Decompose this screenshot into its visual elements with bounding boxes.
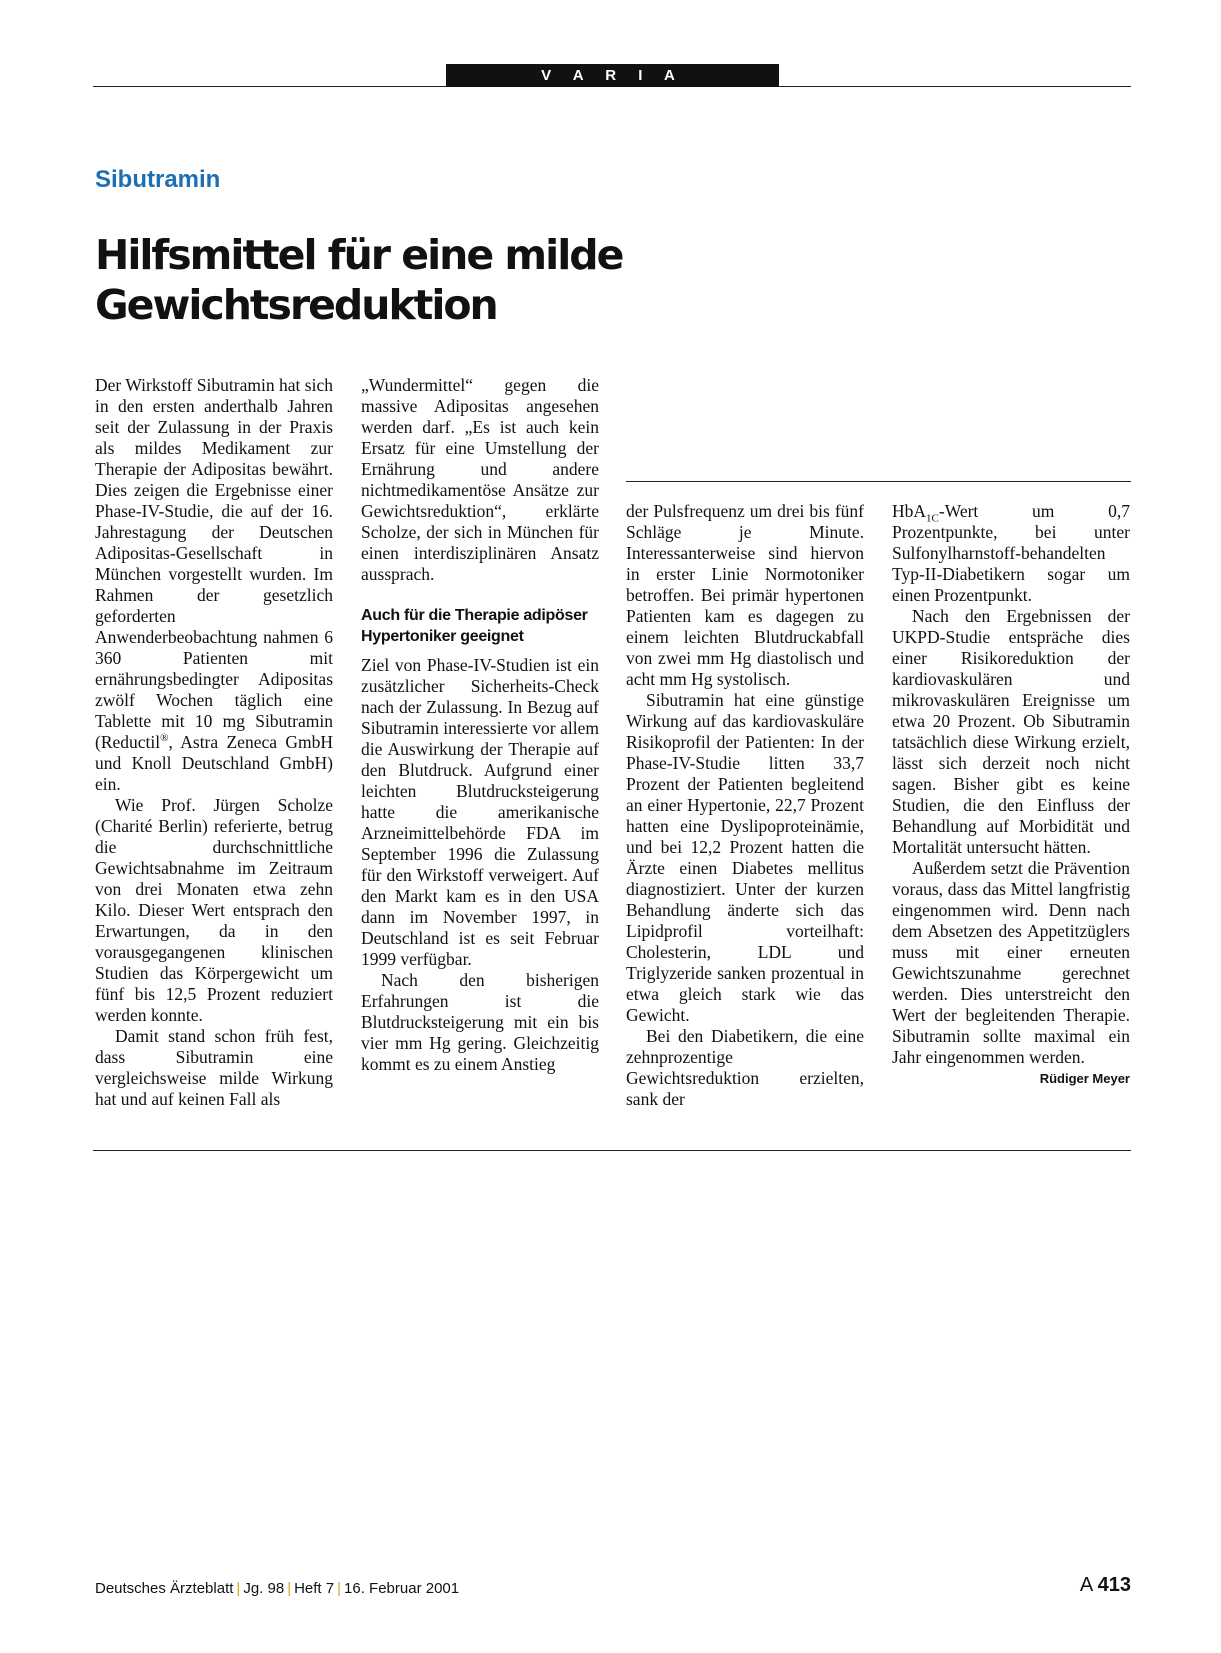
article-headline	[95, 230, 695, 330]
paragraph: „Wundermittel“ gegen die massive Adipositas angesehen werden darf. „Es ist auch kein Ersatz für eine Umstellung der Ernährung und andere nichtmedikamentöse Ansätze zur Gewichtsreduktion“, erklärte Scholze, der sich in München für einen interdisziplinären Ansatz aussprach.	[361, 375, 599, 584]
article-end-rule	[93, 1150, 1131, 1151]
publication-name: Deutsches Ärzteblatt	[95, 1580, 234, 1597]
paragraph: der Pulsfrequenz um drei bis fünf Schläge je Minute. Interessanterweise sind hiervon in erster Linie Normotoniker betroffen. Bei primär hypertonen Patienten kam es dagegen zu einem leichten Blutdruckabfall von zwei mm Hg diastolisch und acht mm Hg systolisch.	[626, 501, 864, 689]
text-column-1	[95, 375, 333, 1110]
text-column-3	[626, 501, 864, 1110]
paragraph: HbA$_{1C}$-Wert um 0,7 Prozentpunkte, bei unter Sulfonylharnstoff-behandelten Typ-II-Diabetikern sogar um einen Prozentpunkt.	[892, 501, 1130, 605]
issue: Heft 7	[294, 1580, 335, 1597]
text-column-4	[892, 501, 1130, 1089]
headline-line-2: Gewichtsreduktion	[95, 281, 497, 329]
paragraph: Bei den Diabetikern, die eine zehnprozentige Gewichtsreduktion erzielten, sank der	[626, 1026, 864, 1109]
paragraph: Sibutramin hat eine günstige Wirkung auf das kardiovaskuläre Risikoprofil der Patienten: In der Phase-IV-Studie litten 33,7 Prozent der Patienten begleitend an einer Hypertonie, 22,7 Prozent hatten eine Dyslipoproteinämie, und bei 12,2 Prozent hatten die Ärzte einen Diabetes mellitus diagnostiziert. Unter der kurzen Behandlung änderte sich das Lipidprofil vorteilhaft: Cholesterin, LDL und Triglyzeride sanken prozentual in etwa gleich stark wie das Gewicht.	[626, 690, 864, 1025]
volume: Jg. 98	[243, 1580, 285, 1597]
page-number: A 413	[1079, 1574, 1131, 1596]
article-kicker: Sibutramin	[95, 166, 221, 193]
issue-date: 16. Februar 2001	[344, 1580, 460, 1597]
paragraph: Ziel von Phase-IV-Studien ist ein zusätzlicher Sicherheits-Check nach der Zulassung. In Bezug auf Sibutramin interessierte vor allem die Auswirkung der Therapie auf den Blutdruck. Aufgrund einer leichten Blutdrucksteigerung hatte die amerikanische Arzneimittelbehörde FDA im September 1996 die Zulassung für den Wirkstoff verweigert. Auf den Markt kam es in den USA dann im November 1997, in Deutschland ist es seit Februar 1999 verfügbar.	[361, 655, 599, 969]
section-subheading: Auch für die Therapie adipöser Hypertoniker geeignet	[361, 607, 588, 645]
paragraph: Außerdem setzt die Prävention voraus, dass das Mittel langfristig eingenommen wird. Denn nach dem Absetzen des Appetitzüglers muss mit einer erneuten Gewichtszunahme gerechnet werden. Dies unterstreicht den Wert der begleitenden Therapie. Sibutramin sollte maximal ein Jahr eingenommen werden. Rüdiger Meyer	[892, 858, 1130, 1068]
paragraph: Nach den Ergebnissen der UKPD-Studie entspräche dies einer Risikoreduktion der kardiovaskulären und mikrovaskulären Ereignisse um etwa 20 Prozent. Ob Sibutramin tatsächlich diese Wirkung erzielt, lässt sich derzeit noch nicht sagen. Bisher gibt es keine Studien, die den Einfluss der Behandlung auf Morbidität und Mortalität untersucht hätten.	[892, 606, 1130, 857]
text-column-2	[361, 375, 599, 1075]
column-divider-rule	[626, 481, 1131, 482]
paragraph: Damit stand schon früh fest, dass Sibutramin eine vergleichsweise milde Wirkung hat und auf keinen Fall als	[95, 1026, 333, 1109]
paragraph: Nach den bisherigen Erfahrungen ist die Blutdrucksteigerung mit ein bis vier mm Hg gering. Gleichzeitig kommt es zu einem Anstieg	[361, 970, 599, 1074]
author-byline: Rüdiger Meyer	[1039, 1071, 1130, 1086]
paragraph: Der Wirkstoff Sibutramin hat sich in den ersten anderthalb Jahren seit der Zulassung in der Praxis als mildes Medikament zur Therapie der Adipositas bewährt. Dies zeigen die Ergebnisse einer Phase-IV-Studie, die auf der 16. Jahrestagung der Deutschen Adipositas-Gesellschaft in München vorgestellt wurden. Im Rahmen der gesetzlich geforderten Anwenderbeobachtung nahmen 6 360 Patienten mit ernährungsbedingter Adipositas zwölf Wochen täglich eine Tablette mit 10 mg Sibutramin (Reductil®, Astra Zeneca GmbH und Knoll Deutschland GmbH) ein.	[95, 375, 333, 794]
section-label: V A R I A	[446, 64, 779, 87]
page-footer: Deutsches Ärzteblatt | Jg. 98 | Heft 7 | 16. Februar 2001	[95, 1580, 460, 1597]
paragraph: Wie Prof. Jürgen Scholze (Charité Berlin) referierte, betrug die durchschnittliche Gewichtsabnahme im Zeitraum von drei Monaten etwa zehn Kilo. Dieser Wert entsprach den Erwartungen, da in den vorausgegangenen klinischen Studien das Körpergewicht um fünf bis 12,5 Prozent reduziert werden konnte.	[95, 795, 333, 1025]
headline-line-1: Hilfsmittel für eine milde	[95, 231, 623, 279]
